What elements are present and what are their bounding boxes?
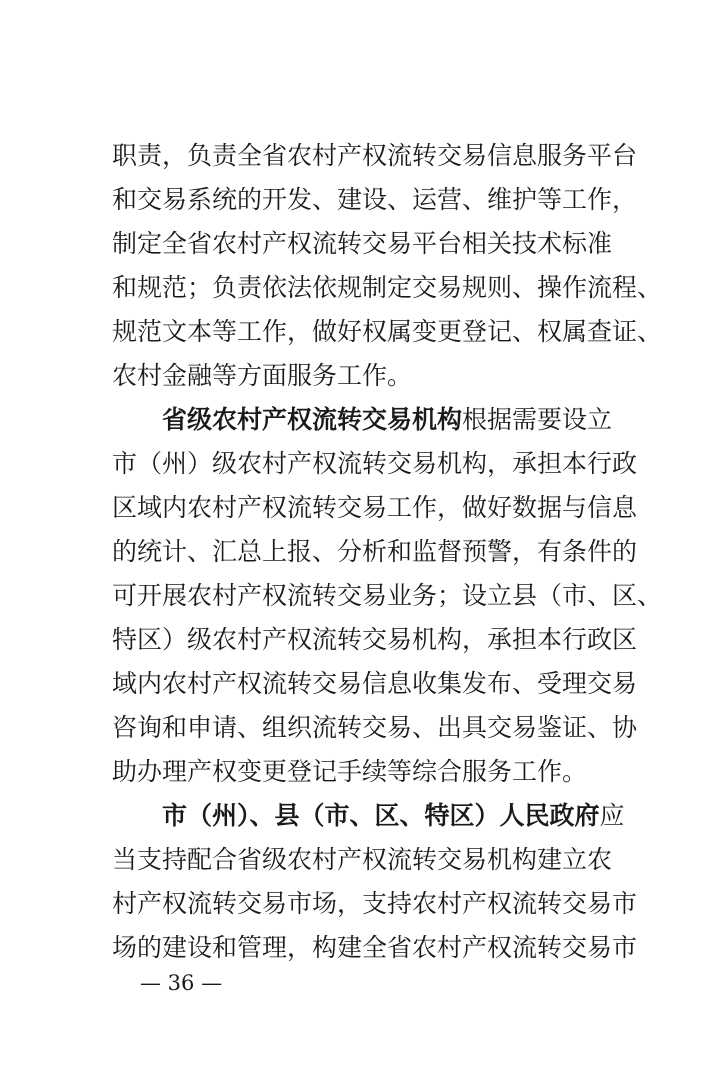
text-line: 可开展农村产权流转交易业务；设立县（市、区、 (112, 581, 663, 610)
text-line: 咨询和申请、组织流转交易、出具交易鉴证、协 (112, 713, 638, 742)
text-line: 域内农村产权流转交易信息收集发布、受理交易 (112, 669, 638, 698)
text-line: 的统计、汇总上报、分析和监督预警，有条件的 (112, 537, 638, 566)
text-line: 场的建设和管理，构建全省农村产权流转交易市 (112, 933, 638, 962)
text-line: 特区）级农村产权流转交易机构，承担本行政区 (112, 625, 638, 654)
paragraph-lead-line (162, 794, 625, 838)
text-line: 助办理产权变更登记手续等综合服务工作。 (112, 757, 588, 786)
text-line: 和规范；负责依法依规制定交易规则、操作流程、 (112, 273, 663, 302)
lead-text: 根据需要设立 (462, 405, 613, 434)
text-line: 规范文本等工作，做好权属变更登记、权属查证、 (112, 317, 663, 346)
text-line: 职责，负责全省农村产权流转交易信息服务平台 (112, 141, 638, 170)
text-line: 制定全省农村产权流转交易平台相关技术标准 (112, 229, 613, 258)
page-number: — 36 — (140, 971, 223, 995)
bold-subject: 市（州）、县（市、区、特区）人民政府 (162, 801, 600, 830)
paragraph-lead-line (162, 398, 612, 442)
text-line: 区域内农村产权流转交易工作，做好数据与信息 (112, 493, 638, 522)
text-line: 农村金融等方面服务工作。 (112, 361, 413, 390)
text-line: 市（州）级农村产权流转交易机构，承担本行政 (112, 449, 638, 478)
text-line: 和交易系统的开发、建设、运营、维护等工作， (112, 185, 638, 214)
lead-text: 应 (599, 801, 625, 830)
bold-subject: 省级农村产权流转交易机构 (162, 405, 463, 434)
text-line: 当支持配合省级农村产权流转交易机构建立农 (112, 845, 613, 874)
text-line: 村产权流转交易市场，支持农村产权流转交易市 (112, 889, 638, 918)
